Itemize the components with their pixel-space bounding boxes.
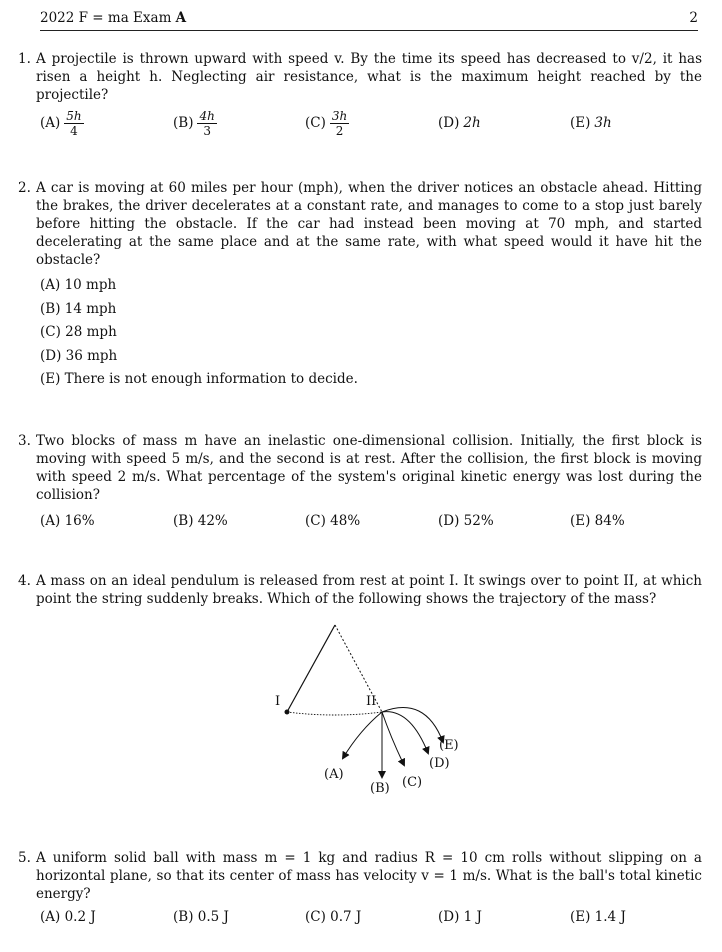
choice-b[interactable]: (B) 42% <box>173 513 228 529</box>
choice-b[interactable]: (B) 0.5 J <box>173 909 229 925</box>
question-4 <box>18 572 702 608</box>
label-b: (B) <box>370 781 390 796</box>
question-number: 2. <box>18 180 31 196</box>
choice-b[interactable]: (B) 14 mph <box>40 300 117 317</box>
question-number: 5. <box>18 850 31 866</box>
question-text: A car is moving at 60 miles per hour (mph), when the driver notices an obstacle ahead. Hitting the brakes, the driver decelerates at a constant rate, and manages to come to a stop just barely before hitting the obstacle. If the car had instead been moving at 70 mph, and started decelerating at the same place and at the same rate, with what speed would it have hit the obstacle? <box>36 180 702 268</box>
page-number: 2 <box>689 10 698 26</box>
choice-a[interactable]: (A) 10 mph <box>40 277 117 293</box>
choice-c[interactable]: (C) $\frac{3h}{2}$ <box>305 108 348 138</box>
choice-c[interactable]: (C) 28 mph <box>40 324 117 340</box>
point-i-mass <box>285 710 290 715</box>
choice-c[interactable]: (C) 48% <box>305 513 361 529</box>
choice-a[interactable]: (A) $\frac{5h}{4}$ <box>40 108 82 138</box>
question-text: A projectile is thrown upward with speed v. By the time its speed has decreased to v/2, it has risen a height h. Neglecting air resistance, what is the maximum height reached by the projectile? <box>36 51 702 103</box>
choice-d[interactable]: (D) 36 mph <box>40 347 118 364</box>
exam-title: 2022 F = ma Exam A <box>40 10 187 26</box>
label-e: (E) <box>439 738 459 753</box>
choice-e[interactable]: (E) 84% <box>570 513 625 529</box>
pendulum-diagram <box>250 620 500 810</box>
choice-d[interactable]: (D) 2h <box>438 115 481 131</box>
question-text: A uniform solid ball with mass m = 1 kg and radius R = 10 cm rolls without slipping on a horizontal plane, so that its center of mass has velocity v = 1 m/s. What is the ball's total kinetic energy? <box>36 850 702 902</box>
question-5 <box>18 849 702 903</box>
question-text: A mass on an ideal pendulum is released from rest at point I. It swings over to point II, at which point the string suddenly breaks. Which of the following shows the trajectory of the mass? <box>36 573 702 607</box>
choice-a[interactable]: (A) 16% <box>40 513 95 529</box>
swing-arc <box>287 712 382 715</box>
label-c: (C) <box>402 775 423 790</box>
trajectory-d <box>382 712 428 753</box>
choice-e[interactable]: (E) 3h <box>570 115 612 131</box>
label-a: (A) <box>324 767 344 782</box>
question-1 <box>18 50 702 104</box>
choice-e[interactable]: (E) 1.4 J <box>570 909 626 925</box>
question-2 <box>18 179 702 269</box>
question-3 <box>18 432 702 504</box>
q1-choices <box>40 105 702 141</box>
choice-d[interactable]: (D) 1 J <box>438 909 482 925</box>
choice-e[interactable]: (E) There is not enough information to decide. <box>40 371 358 387</box>
q2-choices <box>40 274 358 392</box>
label-d: (D) <box>429 756 450 771</box>
choice-b[interactable]: (B) $\frac{4h}{3}$ <box>173 108 215 138</box>
question-number: 3. <box>18 433 31 449</box>
question-number: 4. <box>18 573 31 589</box>
choice-a[interactable]: (A) 0.2 J <box>40 909 96 925</box>
choice-c[interactable]: (C) 0.7 J <box>305 909 362 925</box>
question-number: 1. <box>18 51 31 67</box>
choice-d[interactable]: (D) 52% <box>438 513 494 529</box>
question-text: Two blocks of mass m have an inelastic one-dimensional collision. Initially, the first block is moving with speed 5 m/s, and the second is at rest. After the collision, the first block is moving with speed 2 m/s. What percentage of the system's original kinetic energy was lost during the collision? <box>36 433 702 503</box>
point-ii-label: II <box>366 694 377 709</box>
pendulum-string <box>287 625 335 712</box>
trajectory-c <box>382 712 404 765</box>
point-i-label: I <box>275 694 281 709</box>
trajectory-a <box>343 712 382 758</box>
page-header <box>40 10 698 31</box>
